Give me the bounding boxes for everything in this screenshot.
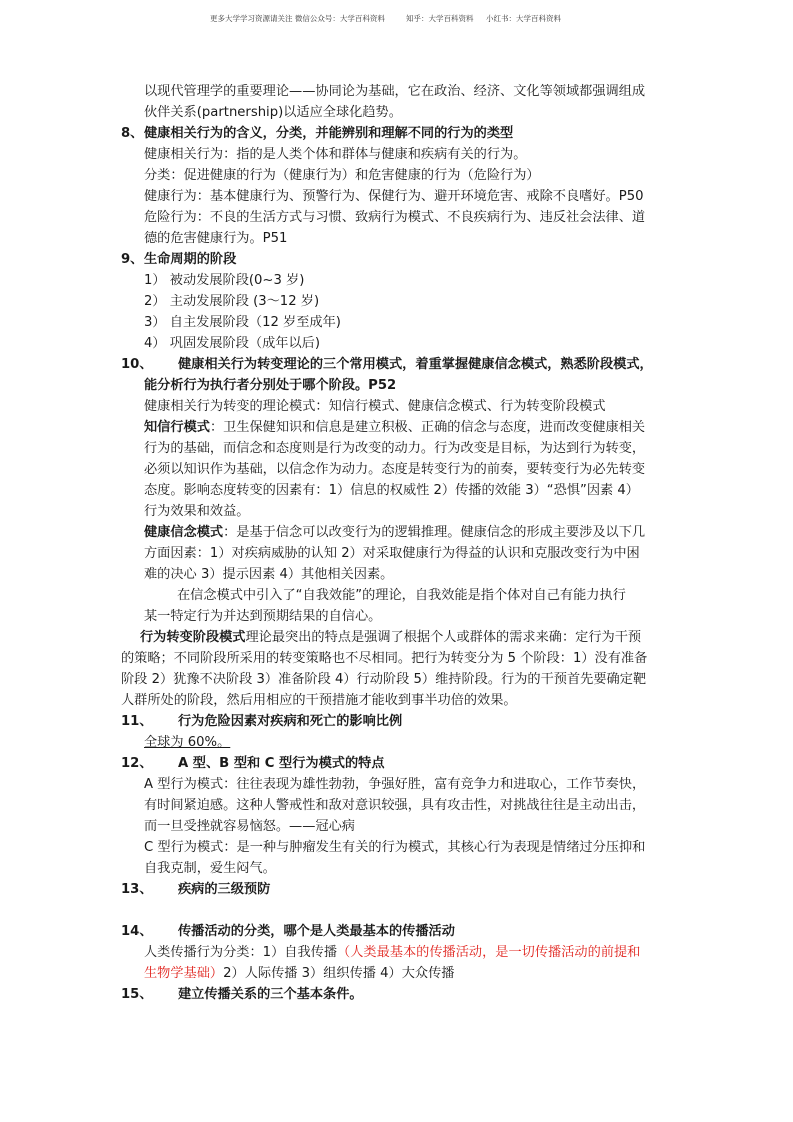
paragraph-text: ：卫生保健知识和信息是建立积极、正确的信念与态度，进而改变健康相关: [209, 420, 646, 435]
question-title: 建立传播关系的三个基本条件。: [178, 987, 363, 1002]
list-item: 1） 被动发展阶段(0~3 岁): [144, 273, 305, 288]
header-mid: 知乎：大学百科资料: [406, 14, 474, 23]
paragraph-text: 2）人际传播 3）组织传播 4）大众传播: [223, 966, 455, 981]
paragraph-line: 必须以知识作为基础，以信念作为动力。态度是转变行为的前奏，要转变行为必先转变: [144, 462, 646, 477]
header-left: 更多大学学习资源请关注 微信公众号：大学百科资料: [210, 14, 385, 23]
list-item: 4） 巩固发展阶段（成年以后): [144, 336, 320, 351]
question-title: 生命周期的阶段: [144, 252, 237, 267]
paragraph-text: ：是基于信念可以改变行为的逻辑推理。健康信念的形成主要涉及以下几: [223, 525, 646, 540]
highlight-text: 生物学基础）: [144, 966, 224, 981]
question-title: 行为危险因素对疾病和死亡的影响比例: [178, 714, 403, 729]
paragraph-line: 分类：促进健康的行为（健康行为）和危害健康的行为（危险行为）: [144, 168, 540, 183]
term-label: 健康信念模式: [144, 525, 224, 540]
paragraph-line: 有时间紧迫感。这种人警戒性和敌对意识较强，具有攻击性，对挑战往往是主动出击，: [144, 798, 646, 813]
paragraph-text: 人类传播行为分类：1）自我传播: [144, 945, 338, 960]
paragraph-line: 健康相关行为转变的理论模式：知信行模式、健康信念模式、行为转变阶段模式: [144, 399, 606, 414]
paragraph-line: 全球为 60%。: [144, 735, 231, 750]
paragraph-line: 德的危害健康行为。P51: [144, 231, 288, 246]
paragraph-line: 健康相关行为：指的是人类个体和群体与健康和疾病有关的行为。: [144, 147, 527, 162]
paragraph-line: 人群所处的阶段，然后用相应的干预措施才能收到事半功倍的效果。: [121, 693, 517, 708]
question-number: 9、: [121, 252, 144, 267]
paragraph-text: 理论最突出的特点是强调了根据个人或群体的需求来确：定行为干预: [245, 630, 642, 645]
question-number: 11、: [121, 714, 153, 729]
paragraph-line: 在信念模式中引入了“自我效能”的理论，自我效能是指个体对自己有能力执行: [177, 588, 626, 603]
paragraph-line: 难的决心 3）提示因素 4）其他相关因素。: [144, 567, 394, 582]
paragraph-line: 健康行为：基本健康行为、预警行为、保健行为、避开环境危害、戒除不良嗜好。P50: [144, 189, 644, 204]
paragraph-line: 的策略；不同阶段所采用的转变策略也不尽相同。把行为转变分为 5 个阶段：1）没有准备: [121, 651, 648, 666]
paragraph-line: 行为效果和效益。: [144, 504, 250, 519]
question-number: 10、: [121, 357, 153, 372]
question-title: A 型、B 型和 C 型行为模式的特点: [178, 756, 385, 771]
term-label: 行为转变阶段模式: [140, 630, 246, 645]
paragraph-line: 自我克制，爱生闷气。: [144, 861, 276, 876]
question-title: 传播活动的分类，哪个是人类最基本的传播活动: [178, 924, 455, 939]
question-number: 15、: [121, 987, 153, 1002]
paragraph-line: [144, 418, 645, 438]
question-number: 8、: [121, 126, 144, 141]
paragraph-line: 以现代管理学的重要理论——协同论为基础，它在政治、经济、文化等领域都强调组成: [144, 84, 646, 99]
paragraph-line: 方面因素：1）对疾病威胁的认知 2）对采取健康行为得益的认识和克服改变行为中困: [144, 546, 640, 561]
paragraph-line: [144, 964, 455, 984]
term-label: 知信行模式: [144, 420, 210, 435]
question-number: 12、: [121, 756, 153, 771]
question-title: 健康相关行为转变理论的三个常用模式，着重掌握健康信念模式，熟悉阶段模式，: [178, 357, 653, 372]
highlight-text: （人类最基本的传播活动，是一切传播活动的前提和: [337, 945, 641, 960]
question-number: 14、: [121, 924, 153, 939]
paragraph-line: 行为的基础，而信念和态度则是行为改变的动力。行为改变是目标，为达到行为转变，: [144, 441, 646, 456]
question-title: 疾病的三级预防: [178, 882, 271, 897]
paragraph-line: 伙伴关系(partnership)以适应全球化趋势。: [144, 105, 402, 120]
paragraph-line: 而一旦受挫就容易恼怒。——冠心病: [144, 819, 355, 834]
paragraph-line: [144, 943, 640, 963]
paragraph-line: [144, 523, 645, 543]
paragraph-line: A 型行为模式：往往表现为雄性勃勃，争强好胜，富有竞争力和进取心，工作节奏快，: [144, 777, 646, 792]
paragraph-line: 态度。影响态度转变的因素有：1）信息的权威性 2）传播的效能 3）“恐惧”因素 4）: [144, 483, 639, 498]
header-right: 小红书：大学百科资料: [486, 14, 561, 23]
paragraph-line: 阶段 2）犹豫不决阶段 3）准备阶段 4）行动阶段 5）维持阶段。行为的干预首先要确定靶: [121, 672, 647, 687]
question-number: 13、: [121, 882, 153, 897]
list-item: 2） 主动发展阶段 (3～12 岁): [144, 294, 320, 309]
paragraph-line: 危险行为：不良的生活方式与习惯、致病行为模式、不良疾病行为、违反社会法律、道: [144, 210, 646, 225]
list-item: 3） 自主发展阶段（12 岁至成年): [144, 315, 341, 330]
question-title: 能分析行为执行者分别处于哪个阶段。P52: [144, 378, 397, 393]
paragraph-line: C 型行为模式：是一种与肿瘤发生有关的行为模式，其核心行为表现是情绪过分压抑和: [144, 840, 646, 855]
question-title: 健康相关行为的含义，分类，并能辨别和理解不同的行为的类型: [144, 126, 514, 141]
paragraph-line: 某一特定行为并达到预期结果的自信心。: [144, 609, 382, 624]
paragraph-line: [140, 628, 641, 648]
